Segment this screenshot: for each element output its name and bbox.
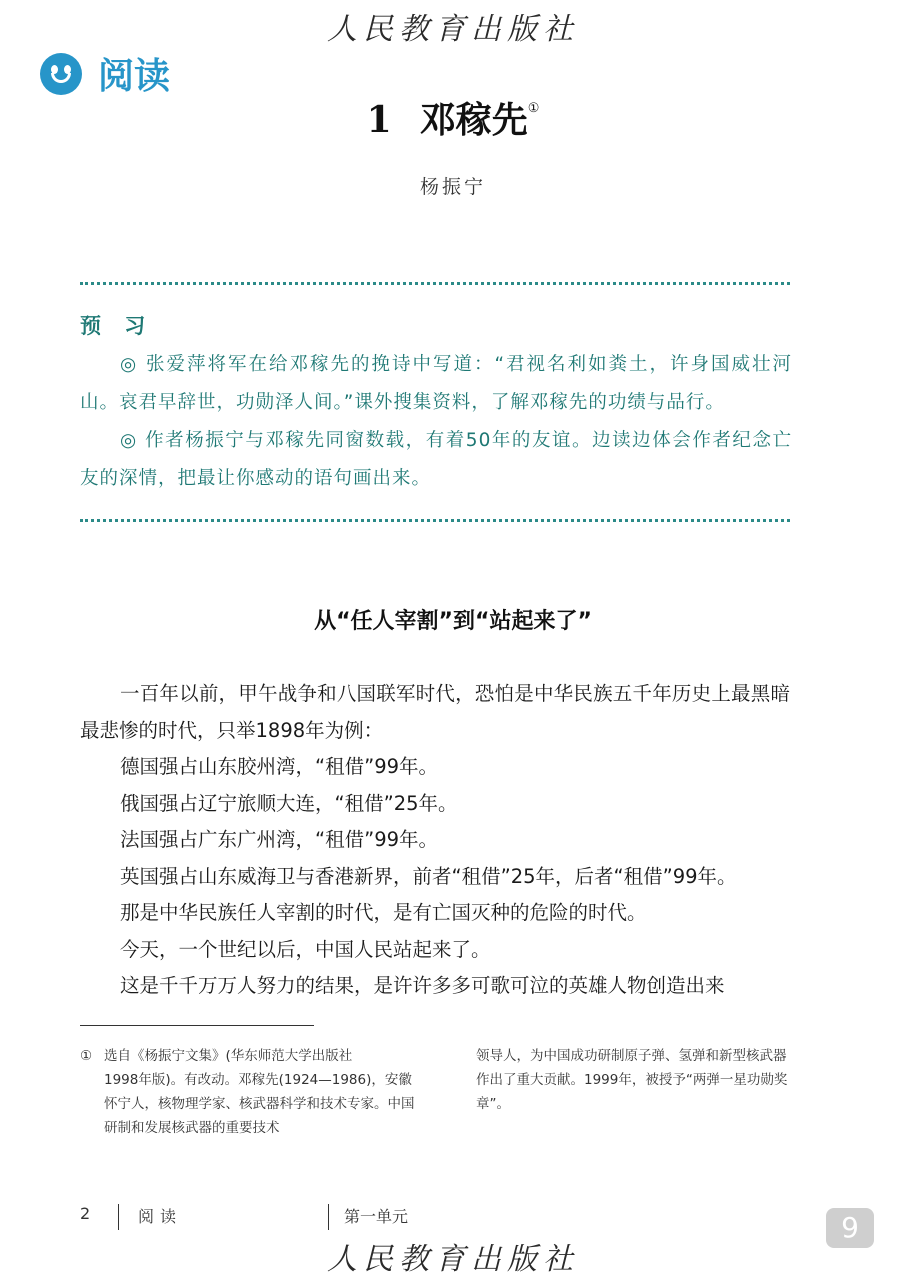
footnote-ref: ① <box>527 101 540 116</box>
footnote-mark: ① <box>80 1048 93 1064</box>
footnote-right: 领导人，为中国成功研制原子弹、氢弹和新型核武器作出了重大贡献。1999年，被授予“两弹一星功勋奖章”。 <box>476 1048 788 1112</box>
lesson-number: 1 <box>366 99 392 141</box>
preview-heading: 预 习 <box>80 314 154 338</box>
paragraph: 今天，一个世纪以后，中国人民站起来了。 <box>120 937 491 961</box>
publisher-header: 人民教育出版社 <box>327 12 579 47</box>
author-name: 杨振宁 <box>419 176 486 198</box>
paragraph: 一百年以前，甲午战争和八国联军时代，恐怕是中华民族五千年历史上最黑暗最悲惨的时代，只举1898年为例： <box>80 682 790 742</box>
publisher-footer: 人民教育出版社 <box>327 1242 579 1277</box>
footnote-text-first: 选自《杨振宁文集》(华东师范大学出版社 <box>104 1048 353 1064</box>
smiley-icon <box>40 53 82 95</box>
paragraph: 俄国强占辽宁旅顺大连，“租借”25年。 <box>120 791 458 815</box>
paragraph: 这是千千万万人努力的结果，是许许多多可歌可泣的英雄人物创造出来 <box>120 974 725 997</box>
footer-section: 阅读 <box>138 1207 183 1226</box>
preview-box <box>80 310 792 498</box>
footer-divider <box>118 1204 119 1230</box>
page-badge[interactable]: 9 <box>826 1208 874 1248</box>
preview-item: ◎ 张爱萍将军在给邓稼先的挽诗中写道：“君视名利如粪土，许身国威壮河山。哀君早辞世，功勋泽人间。”课外搜集资料，了解邓稼先的功绩与品行。 <box>80 354 792 413</box>
preview-item: ◎ 作者杨振宁与邓稼先同窗数载，有着50年的友谊。边读边体会作者纪念亡友的深情，把最让你感动的语句画出来。 <box>80 430 792 489</box>
article-body <box>80 676 790 1005</box>
lesson-name: 邓稼先 <box>419 99 528 141</box>
paragraph: 德国强占山东胶州湾，“租借”99年。 <box>120 755 439 778</box>
footnote-text-rest: 1998年版)。有改动。邓稼先(1924—1986)，安徽怀宁人，核物理学家、核武器科学和技术专家。中国研制和发展核武器的重要技术 <box>104 1072 415 1136</box>
footer-divider <box>328 1204 329 1230</box>
page-number: 2 <box>80 1204 91 1223</box>
paragraph: 法国强占广东广州湾，“租借”99年。 <box>120 828 439 851</box>
article-subheading: 从“任人宰割”到“站起来了” <box>314 609 592 634</box>
lesson-title <box>0 92 906 143</box>
dotted-divider-top <box>80 282 790 285</box>
dotted-divider-bottom <box>80 519 790 522</box>
section-title: 阅读 <box>98 56 171 97</box>
paragraph: 那是中华民族任人宰割的时代，是有亡国灭种的危险的时代。 <box>120 901 647 924</box>
paragraph: 英国强占山东威海卫与香港新界，前者“租借”25年，后者“租借”99年。 <box>120 864 737 888</box>
footer-unit: 第一单元 <box>344 1207 409 1226</box>
footnote-rule <box>80 1025 314 1026</box>
footnote-left <box>80 1044 420 1140</box>
